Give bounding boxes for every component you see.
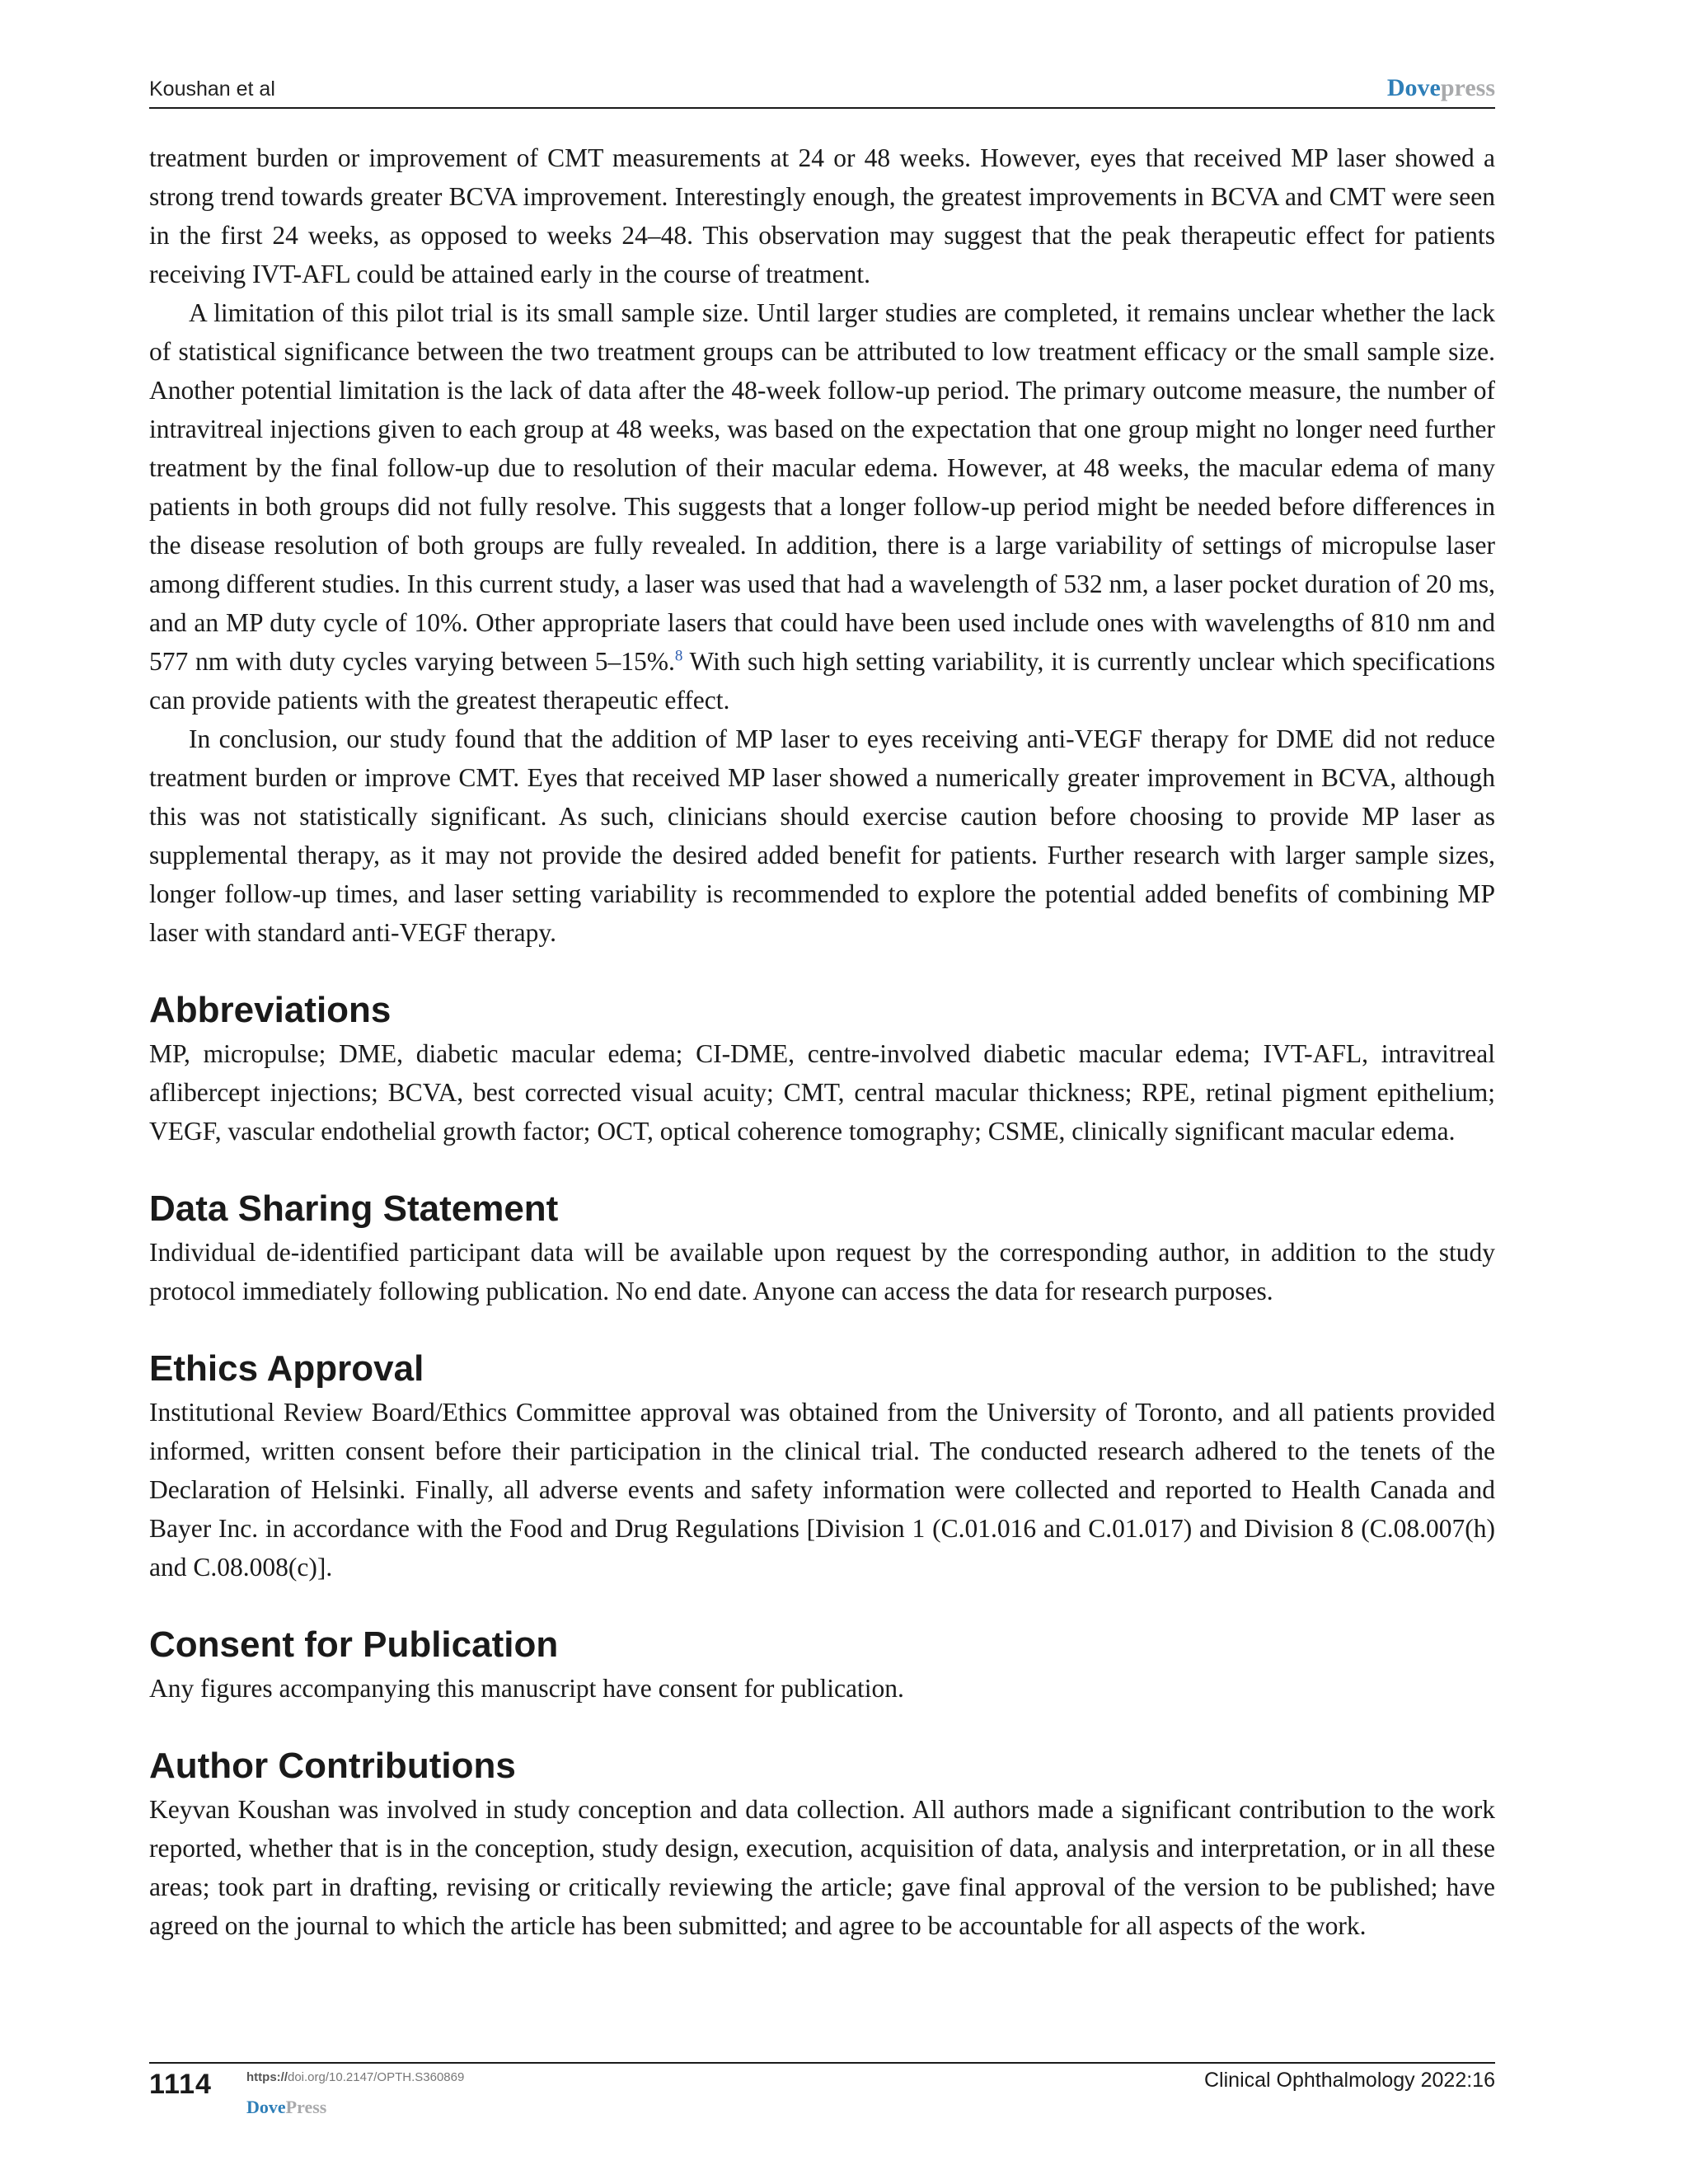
heading-data-sharing: Data Sharing Statement	[149, 1188, 559, 1229]
doi-text: doi.org/10.2147/OPTH.S360869	[288, 2070, 465, 2084]
paragraph-limitations	[149, 293, 1495, 719]
dovepress-logo[interactable]	[1387, 74, 1495, 102]
citation-link[interactable]: 8	[674, 647, 683, 665]
page-number: 1114	[149, 2069, 212, 2100]
data-sharing-text: Individual de-identified participant data will be available upon request by the corresponding author, in addition to the study protocol immediately following publication. No end date. Anyone can access the data for research purposes.	[149, 1238, 1495, 1305]
heading-abbreviations: Abbreviations	[149, 990, 392, 1030]
logo-press-text: press	[1440, 74, 1495, 101]
author-contributions-text: Keyvan Koushan was involved in study conception and data collection. All authors made a significant contribution to the work reported, whether that is in the conception, study design, execution, acquisition of data, analysis and interpretation, or in all these areas; took part in drafting, revising or critically reviewing the article; gave final approval of the version to be published; have agreed on the journal to which the article has been submitted; and agree to be accountable for all aspects of the work.	[149, 1795, 1495, 1940]
footer-logo-dove: Dove	[246, 2097, 286, 2117]
heading-consent: Consent for Publication	[149, 1624, 559, 1665]
heading-ethics: Ethics Approval	[149, 1348, 424, 1389]
limitations-text-end: With such high setting variability, it is currently unclear which specifications can provide patients with the greatest therapeutic effect.	[149, 647, 1495, 715]
ethics-text: Institutional Review Board/Ethics Committee approval was obtained from the University of Toronto, and all patients provided informed, written consent before their participation in the clinical trial. The conducted research adhered to the tenets of the Declaration of Helsinki. Finally, all adverse events and safety information were collected and reported to Health Canada and Bayer Inc. in accordance with the Food and Drug Regulations [Division 1 (C.01.016 and C.01.017) and Division 8 (C.08.007(h) and C.08.008(c)].	[149, 1398, 1495, 1582]
running-head-authors: Koushan et al	[149, 77, 275, 101]
dovepress-footer-logo[interactable]	[246, 2097, 326, 2118]
consent-text: Any figures accompanying this manuscript have consent for publication.	[149, 1674, 904, 1703]
logo-dove-text: Dove	[1386, 74, 1441, 101]
footer-logo-press: Press	[285, 2097, 327, 2117]
paragraph-conclusion: In conclusion, our study found that the addition of MP laser to eyes receiving anti-VEGF therapy for DME did not reduce treatment burden or improve CMT. Eyes that received MP laser showed a numerically greater improvement in BCVA, although this was not statistically significant. As such, clinicians should exercise caution before choosing to provide MP laser as supplemental therapy, as it may not provide the desired added benefit for patients. Further research with larger sample sizes, longer follow-up times, and laser setting variability is recommended to explore the potential added benefits of combining MP laser with standard anti-VEGF therapy.	[149, 724, 1495, 947]
doi-prefix: https://	[246, 2070, 288, 2084]
running-header	[149, 76, 1495, 109]
page-footer	[149, 2062, 1495, 2121]
journal-citation: Clinical Ophthalmology 2022:16	[1204, 2069, 1495, 2092]
article-body	[149, 138, 1495, 1945]
abbreviations-text: MP, micropulse; DME, diabetic macular edema; CI-DME, centre-involved diabetic macular edema; IVT-AFL, intravitreal aflibercept injections; BCVA, best corrected visual acuity; CMT, central macular thickness; RPE, retinal pigment epithelium; VEGF, vascular endothelial growth factor; OCT, optical coherence tomography; CSME, clinically significant macular edema.	[149, 1039, 1495, 1146]
paragraph-treatment-burden: treatment burden or improvement of CMT measurements at 24 or 48 weeks. However, eyes that received MP laser showed a strong trend towards greater BCVA improvement. Interestingly enough, the greatest improvements in BCVA and CMT were seen in the first 24 weeks, as opposed to weeks 24–48. This observation may suggest that the peak therapeutic effect for patients receiving IVT-AFL could be attained early in the course of treatment.	[149, 143, 1495, 288]
limitations-text: A limitation of this pilot trial is its small sample size. Until larger studies are completed, it remains unclear whether the lack of statistical significance between the two treatment groups can be attributed to low treatment efficacy or the small sample size. Another potential limitation is the lack of data after the 48-week follow-up period. The primary outcome measure, the number of intravitreal injections given to each group at 48 weeks, was based on the expectation that one group might no longer need further treatment by the final follow-up due to resolution of their macular edema. However, at 48 weeks, the macular edema of many patients in both groups did not fully resolve. This suggests that a longer follow-up period might be needed before differences in the disease resolution of both groups are fully revealed. In addition, there is a large variability of settings of micropulse laser among different studies. In this current study, a laser was used that had a wavelength of 532 nm, a laser pocket duration of 20 ms, and an MP duty cycle of 10%. Other appropriate lasers that could have been used include ones with wavelengths of 810 nm and 577 nm with duty cycles varying between 5–15%.	[149, 298, 1495, 676]
heading-author-contributions: Author Contributions	[149, 1746, 516, 1786]
doi-link[interactable]	[246, 2070, 464, 2084]
